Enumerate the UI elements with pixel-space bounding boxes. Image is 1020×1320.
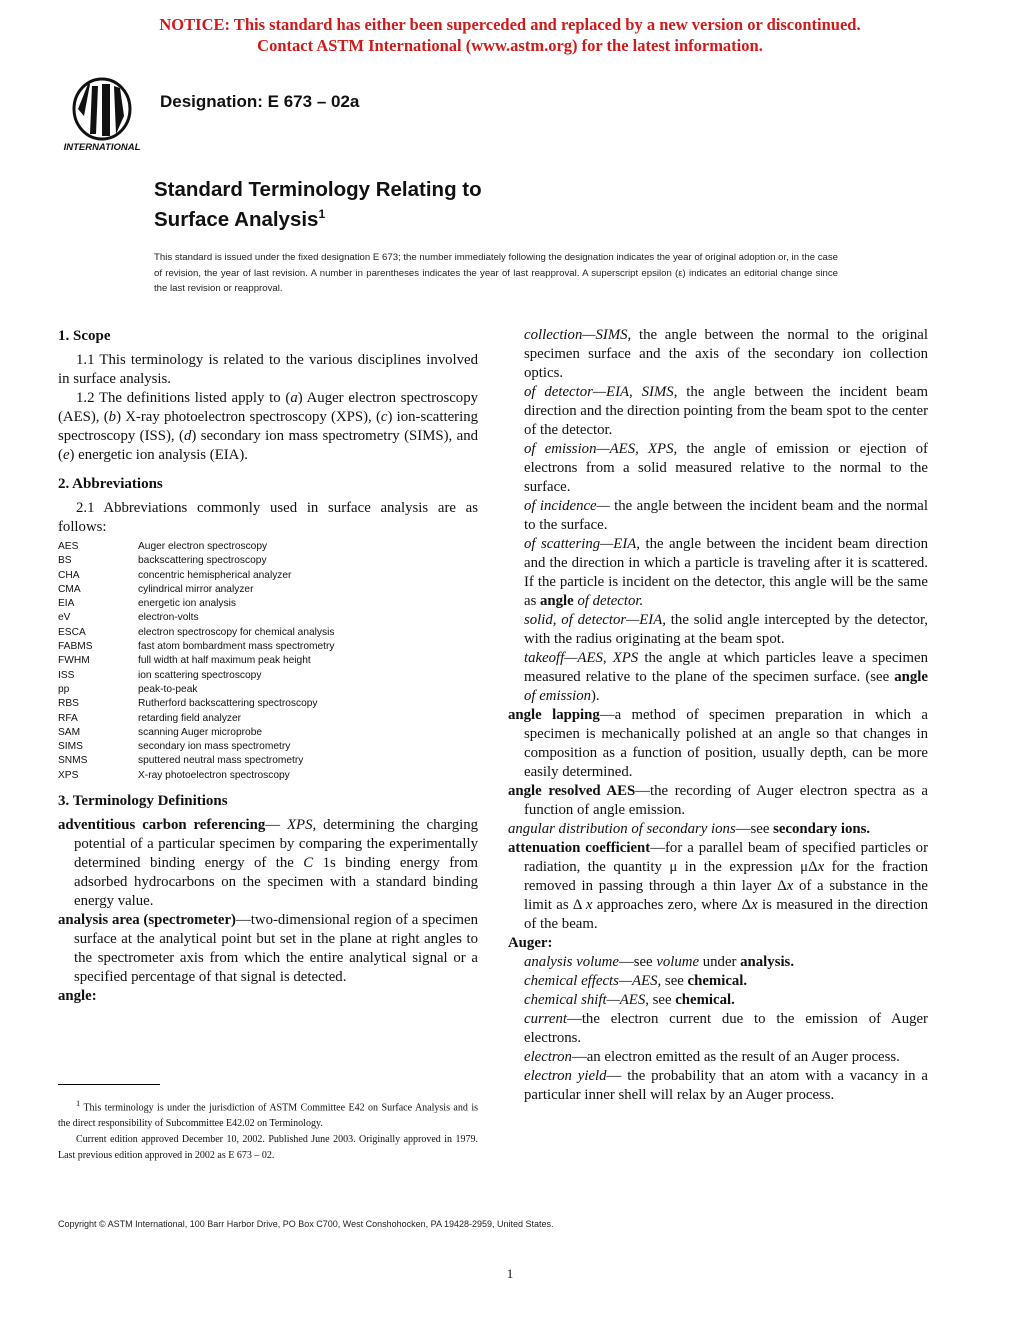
definition: —the recording of Auger electron spectra as a function of angle emission. [524, 783, 928, 818]
astm-logo [58, 76, 146, 156]
definition: the angle between the normal to the original specimen surface and the axis of the secondary ion collection optics. [524, 327, 928, 381]
ref-italic: volume [656, 954, 700, 970]
abbreviation-code: RFA [58, 712, 78, 724]
entry-adventitious-carbon [58, 816, 478, 911]
issue-note: This standard is issued under the fixed designation E 673; the number immediately following the designation indicates the year of original adoption or, in the case of revision, the year of last revision. A number in parentheses indicates the year of last reapproval. A superscript epsilon (ε) indicates an editorial change since the last revision or reapproval. [154, 252, 838, 294]
abbreviation-code: ISS [58, 669, 75, 681]
abbreviation-row [58, 712, 334, 726]
ref-bold: secondary ions. [773, 821, 871, 837]
entry-attenuation-coefficient [508, 839, 928, 934]
abbreviation-code: XPS [58, 769, 79, 781]
footnote-mark: 1 [76, 1099, 81, 1108]
abbreviation-meaning: cylindrical mirror analyzer [138, 583, 254, 595]
lead: chemical effects—AES, [524, 973, 662, 989]
discontinued-notice [0, 14, 1020, 56]
definition-end: 1s binding energy from adsorbed hydrocarbons on the specimen with a standard binding energy value. [74, 855, 478, 910]
abbreviation-meaning: electron spectroscopy for chemical analysis [138, 626, 335, 638]
abbreviation-code: FABMS [58, 641, 93, 653]
definition: the angle at which particles leave a specimen measured relative to the plane of the specimen surface. (see [524, 650, 928, 685]
definition: —see [618, 954, 657, 970]
definition: —an electron emitted as the result of an Auger process. [571, 1049, 900, 1065]
definition: the angle of emission or ejection of electrons from a solid measured relative to the normal to the surface. [524, 441, 928, 495]
abbreviation-meaning: scanning Auger microprobe [138, 726, 263, 738]
angle-of-detector [508, 383, 928, 440]
abbreviations-table [58, 540, 334, 783]
footnote-p2: Current edition approved December 10, 2002. Published June 2003. Originally approved in 1979. Last previous edition approved in 2002 as E 673 – 02. [58, 1134, 478, 1162]
title-line-2 [154, 202, 482, 232]
abbreviations-intro: 2.1 Abbreviations commonly used in surface analysis are as follows: [58, 500, 478, 535]
abbreviation-code: pp [58, 683, 70, 695]
abbreviation-row [58, 569, 334, 583]
footnote-rule [58, 1084, 160, 1085]
c-symbol: C [303, 855, 314, 872]
ref-italic: of detector. [573, 593, 644, 609]
entry-auger: Auger: [508, 935, 553, 951]
document-title [154, 177, 482, 232]
abbreviation-code: ESCA [58, 626, 86, 638]
abbreviation-meaning: concentric hemispherical analyzer [138, 569, 292, 581]
auger-analysis-volume [508, 953, 928, 972]
scope-p2-c: ) Auger electron spectroscopy (AES), ( [58, 390, 478, 425]
definition-a: —for a parallel beam of specified particles or radiation, the quantity μ in the expression μΔ [524, 840, 928, 875]
ref-bold: analysis. [740, 954, 795, 970]
definition: —a method of specimen preparation in which a specimen is mechanically polished at an angle so that changes in composition as a function of position, usually depth, can be more easily determined. [524, 707, 928, 780]
abbreviation-meaning: Auger electron spectroscopy [138, 541, 268, 552]
term: adventitious carbon referencing [58, 817, 266, 834]
ref-bold: angle [894, 669, 928, 685]
abbreviation-meaning: fast atom bombardment mass spectrometry [138, 641, 335, 653]
left-column [58, 326, 478, 1006]
term: angle lapping [508, 707, 600, 723]
term: analysis area (spectrometer) [58, 912, 236, 929]
abbreviation-code: SIMS [58, 741, 83, 753]
title-line-1: Standard Terminology Relating to [154, 178, 482, 201]
entry-angle-resolved-aes [508, 782, 928, 820]
lead: analysis volume [524, 954, 619, 970]
abbreviation-row [58, 726, 334, 740]
x-symbol: x [786, 878, 794, 894]
scope-p2-k: ) energetic ion analysis (EIA). [69, 447, 248, 463]
footnote [58, 1096, 478, 1164]
definition: determining the charging potential of a particular specimen by comparing the experimentally determined binding energy of the [74, 817, 479, 872]
lead: of scattering—EIA, [524, 536, 641, 552]
abbreviation-row [58, 597, 334, 611]
abbreviation-code: eV [58, 612, 71, 624]
scope-heading: 1. Scope [58, 328, 111, 344]
auger-electron [508, 1048, 928, 1067]
definition: the angle between the incident beam direction and the direction in which a particle is traveling after it is scattered. If the particle is incident on the detector, this angle will be the same as [524, 536, 929, 609]
abbreviation-code: BS [58, 555, 72, 567]
abbreviation-row [58, 683, 334, 697]
auger-current [508, 1010, 928, 1048]
term: attenuation coefficient [508, 840, 651, 856]
abbreviation-meaning: secondary ion mass spectrometry [138, 741, 291, 753]
lead: of incidence— [524, 498, 610, 514]
terminology-heading: 3. Terminology Definitions [58, 793, 228, 810]
scope-p2-e: ) X-ray photoelectron spectroscopy (XPS), ( [116, 409, 381, 425]
abbreviations-heading: 2. Abbreviations [58, 476, 163, 492]
abbreviation-row [58, 640, 334, 654]
copyright: Copyright © ASTM International, 100 Barr Harbor Drive, PO Box C700, West Conshohocken, PA 19428-2959, United States. [58, 1219, 554, 1229]
lead: of detector—EIA, SIMS, [524, 384, 678, 400]
title-footnote-mark: 1 [318, 207, 326, 221]
ref-end: ). [591, 688, 600, 704]
definition-c: of a substance in the limit as Δ [524, 878, 928, 913]
scope-p2-b: a [290, 390, 298, 406]
abbreviation-code: FWHM [58, 655, 90, 667]
scope-p2-d: b [108, 409, 117, 425]
x-symbol: x [751, 897, 758, 913]
abbreviation-code: SNMS [58, 755, 88, 767]
x-symbol: x [585, 897, 593, 913]
ref-bold: chemical. [687, 973, 748, 989]
logo-text: INTERNATIONAL [63, 142, 141, 153]
abbreviation-row [58, 583, 334, 597]
auger-electron-yield [508, 1067, 928, 1105]
abbreviation-row [58, 669, 334, 683]
definition-e: is measured in the direction of the beam. [524, 897, 929, 932]
lead: electron yield [524, 1068, 607, 1084]
ref-italic: of emission [524, 688, 591, 704]
ref-bold: chemical. [675, 992, 735, 1008]
abbreviation-meaning: peak-to-peak [138, 683, 198, 695]
angle-collection [508, 326, 928, 383]
abbreviation-row [58, 611, 334, 625]
abbreviation-row [58, 540, 334, 554]
lead: chemical shift—AES, [524, 992, 649, 1008]
definition: see [648, 992, 676, 1008]
lead: takeoff—AES, XPS [524, 650, 639, 666]
scope-p1: 1.1 This terminology is related to the various disciplines involved in surface analysis. [58, 352, 478, 387]
tag: XPS, [287, 817, 317, 834]
designation: Designation: E 673 – 02a [160, 92, 360, 111]
abbreviation-row [58, 626, 334, 640]
angle-of-emission [508, 440, 928, 497]
angle-of-incidence [508, 497, 928, 535]
scope-p2-a: 1.2 The definitions listed apply to ( [76, 390, 291, 406]
abbreviation-code: AES [58, 541, 79, 552]
angle-solid [508, 611, 928, 649]
lead: collection—SIMS, [524, 327, 632, 343]
sep: — [265, 817, 287, 834]
definition: the angle between the incident beam and the normal to the surface. [524, 498, 928, 533]
abbreviation-meaning: full width at half maximum peak height [138, 655, 311, 667]
definition: —two-dimensional region of a specimen surface at the analytical point but set in the plane at right angles to the spectrometer axis from which the entire analytical signal or a specified percentage of that signal is detected. [74, 912, 478, 986]
definition: the solid angle intercepted by the detector, with the radius originating at the beam spot. [524, 612, 928, 647]
title-line-2-text: Surface Analysis [154, 207, 319, 231]
abbreviation-row [58, 654, 334, 668]
abbreviation-meaning: retarding field analyzer [138, 712, 242, 724]
astm-logo-icon [58, 76, 146, 156]
term: angular distribution of secondary ions [508, 821, 736, 837]
ref-mid: under [699, 954, 741, 970]
abbreviation-row [58, 740, 334, 754]
scope-p2 [58, 389, 478, 465]
angle-takeoff [508, 649, 928, 706]
scope-p2-h: d [183, 428, 192, 444]
lead: solid, of detector—EIA, [524, 612, 666, 628]
footnote-p1 [58, 1096, 478, 1132]
definition: see [661, 973, 688, 989]
lead: current [524, 1011, 568, 1027]
lead: electron [524, 1049, 572, 1065]
ref-bold: angle [540, 593, 574, 609]
abbreviation-code: SAM [58, 726, 81, 738]
term: angle resolved AES [508, 783, 636, 799]
definition-b: for the fraction removed in passing through a thin layer Δ [524, 859, 928, 894]
definition: the angle between the incident beam direction and the direction pointing from the beam spot to the center of the detector. [524, 384, 928, 438]
abbreviation-code: EIA [58, 598, 75, 610]
entry-analysis-area [58, 911, 478, 987]
scope-p2-g: ) ion-scattering spectroscopy (ISS), ( [58, 409, 478, 444]
page-number: 1 [506, 1266, 514, 1281]
abbreviation-meaning: sputtered neutral mass spectrometry [138, 755, 304, 767]
abbreviation-meaning: backscattering spectroscopy [138, 555, 267, 567]
entry-angular-distribution [508, 820, 928, 839]
abbreviation-code: RBS [58, 698, 79, 710]
auger-chemical-shift [508, 991, 928, 1010]
right-column [508, 326, 928, 1105]
notice-line-2: Contact ASTM International (www.astm.org) for the latest information. [257, 36, 763, 55]
entry-angle: angle: [58, 988, 97, 1005]
definition: —see [735, 821, 774, 837]
definition: — the probability that an atom with a vacancy in a particular inner shell will relax by an Auger process. [524, 1068, 928, 1103]
notice-line-1: NOTICE: This standard has either been superceded and replaced by a new version or discontinued. [159, 15, 861, 34]
abbreviation-code: CMA [58, 583, 81, 595]
footnote-text: This terminology is under the jurisdiction of ASTM Committee E42 on Surface Analysis and is the direct responsibility of Subcommittee E42.02 on Terminology. [58, 1102, 478, 1130]
entry-angle-lapping [508, 706, 928, 782]
abbreviation-row [58, 697, 334, 711]
angle-of-scattering [508, 535, 928, 611]
scope-p2-f: c [380, 409, 388, 425]
scope-p2-j: e [62, 447, 70, 463]
definition-d: approaches zero, where Δ [592, 897, 752, 913]
lead: of emission—AES, XPS, [524, 441, 678, 457]
definition: —the electron current due to the emission of Auger electrons. [524, 1011, 928, 1046]
x-symbol: x [817, 859, 825, 875]
abbreviation-code: CHA [58, 569, 80, 581]
abbreviation-meaning: X-ray photoelectron spectroscopy [138, 769, 290, 781]
abbreviation-row [58, 554, 334, 568]
abbreviation-row [58, 769, 334, 783]
abbreviation-meaning: energetic ion analysis [138, 598, 236, 610]
auger-chemical-effects [508, 972, 928, 991]
abbreviation-row [58, 754, 334, 768]
abbreviation-meaning: Rutherford backscattering spectroscopy [138, 698, 318, 710]
abbreviation-meaning: ion scattering spectroscopy [138, 669, 262, 681]
scope-p2-i: ) secondary ion mass spectrometry (SIMS), and ( [58, 428, 478, 463]
abbreviation-meaning: electron-volts [138, 612, 199, 624]
